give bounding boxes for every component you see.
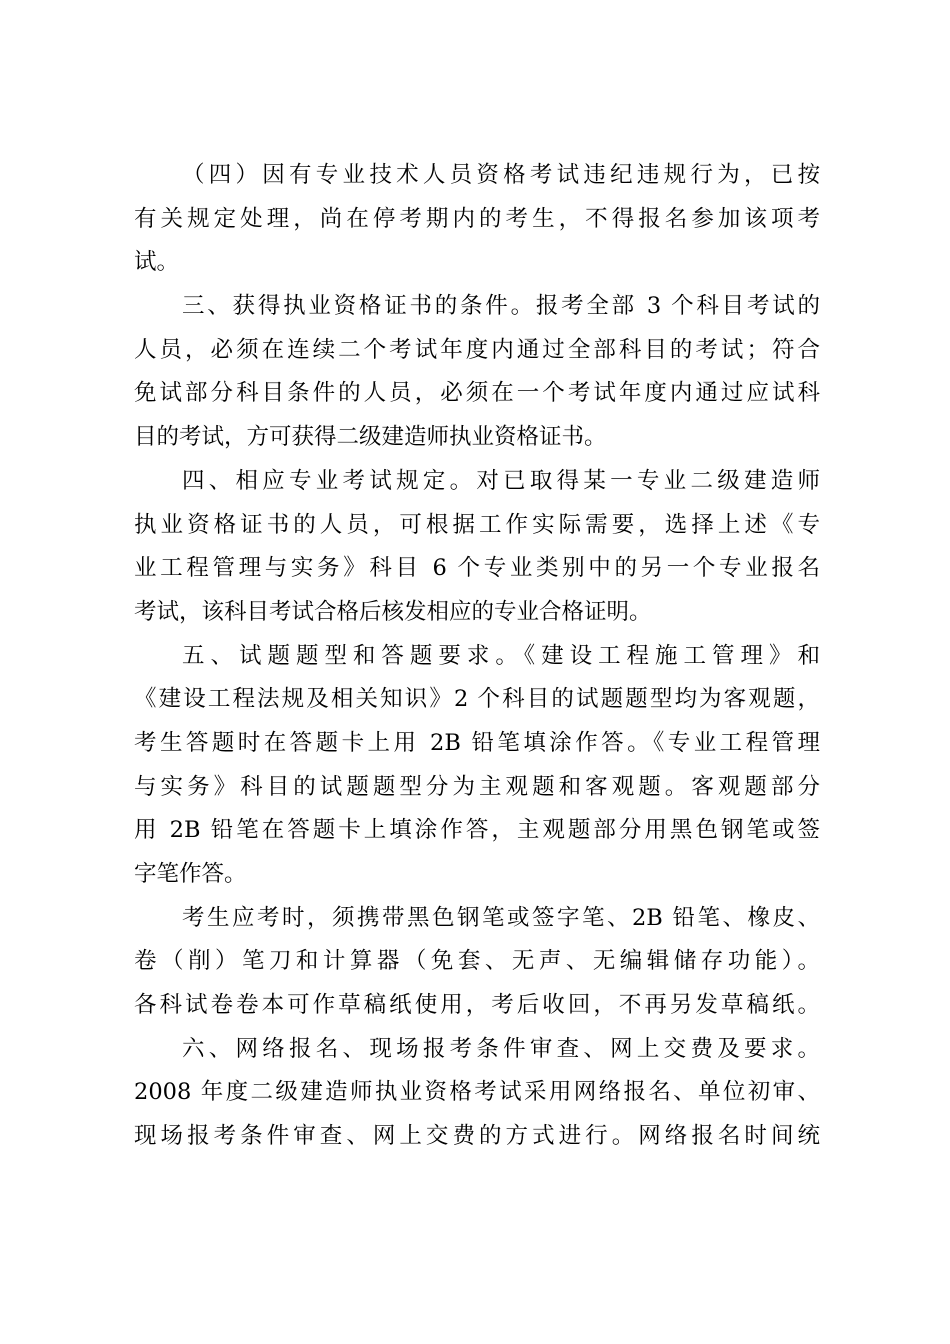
paragraph-line: 2008 年度二级建造师执业资格考试采用网络报名、单位初审、	[134, 1079, 820, 1106]
paragraph-line: 试。	[134, 249, 180, 276]
paragraph-line: 人员，必须在连续二个考试年度内通过全部科目的考试；符合	[134, 336, 820, 363]
paragraph-line: 三、获得执业资格证书的条件。报考全部 3 个科目考试的	[182, 293, 820, 320]
paragraph-line: 五、试题题型和答题要求。《建设工程施工管理》和	[182, 642, 820, 669]
paragraph-line: 《建设工程法规及相关知识》2 个科目的试题题型均为客观题，	[134, 686, 820, 713]
paragraph-line: 业工程管理与实务》科目 6 个专业类别中的另一个专业报名	[134, 555, 820, 582]
paragraph-line: 执业资格证书的人员，可根据工作实际需要，选择上述《专	[134, 511, 820, 538]
paragraph-line: 免试部分科目条件的人员，必须在一个考试年度内通过应试科	[134, 380, 820, 407]
paragraph-line: 用 2B 铅笔在答题卡上填涂作答，主观题部分用黑色钢笔或签	[134, 817, 820, 844]
paragraph-line: 六、网络报名、现场报考条件审查、网上交费及要求。	[182, 1035, 820, 1062]
paragraph-line: 考试，该科目考试合格后核发相应的专业合格证明。	[134, 598, 652, 625]
paragraph-line: 目的考试，方可获得二级建造师执业资格证书。	[134, 424, 607, 451]
paragraph-line: 各科试卷卷本可作草稿纸使用，考后收回，不再另发草稿纸。	[134, 992, 820, 1019]
paragraph-line: 考生应考时，须携带黑色钢笔或签字笔、2B 铅笔、橡皮、	[182, 904, 820, 931]
paragraph-line: （四）因有专业技术人员资格考试违纪违规行为，已按	[182, 162, 820, 188]
paragraph-line: 字笔作答。	[134, 861, 247, 887]
paragraph-line: 现场报考条件审查、网上交费的方式进行。网络报名时间统	[134, 1123, 820, 1150]
paragraph-line: 考生答题时在答题卡上用 2B 铅笔填涂作答。《专业工程管理	[134, 729, 820, 756]
document-body	[134, 154, 820, 1159]
paragraph-line: 卷（削）笔刀和计算器（免套、无声、无编辑储存功能）。	[134, 948, 820, 975]
paragraph-line: 四、相应专业考试规定。对已取得某一专业二级建造师	[182, 467, 820, 494]
paragraph-line: 有关规定处理，尚在停考期内的考生，不得报名参加该项考	[134, 205, 820, 232]
paragraph-line: 与实务》科目的试题题型分为主观题和客观题。客观题部分	[134, 773, 820, 800]
